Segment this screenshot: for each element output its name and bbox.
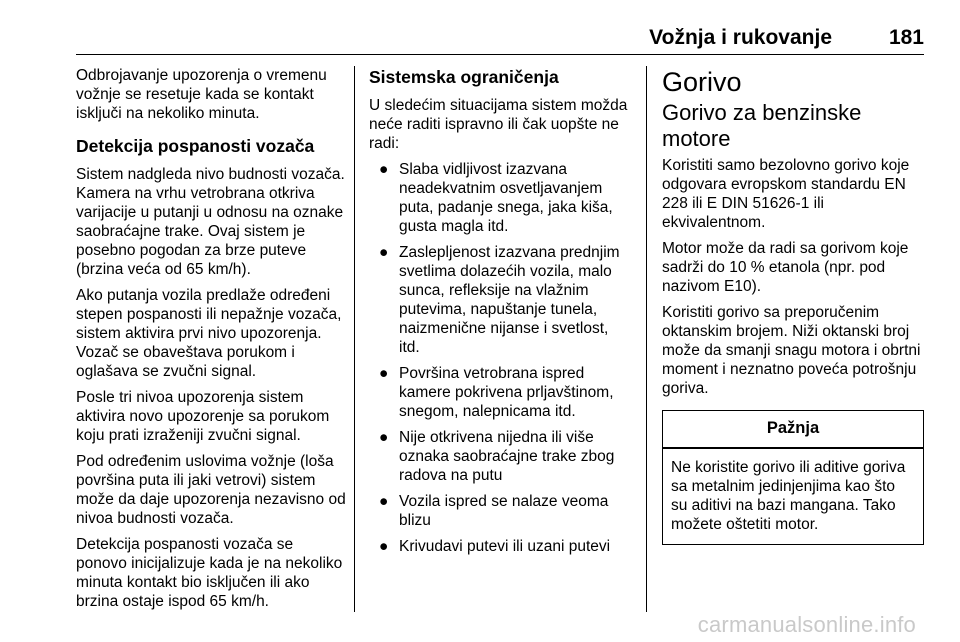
bullet-icon: ● [379, 429, 389, 446]
list-item [369, 364, 633, 421]
bullet-icon: ● [379, 365, 389, 382]
paragraph: Ako putanja vozila predlaže određeni stepen pospanosti ili nepažnje vozača, sistem aktivira prvi nivo upozorenja. Vozač se obaveštava porukom i oglašava se zvučni signal. [76, 287, 342, 380]
intro-paragraph: U sledećim situacijama sistem možda neće raditi ispravno ili čak uopšte ne radi: [369, 97, 628, 152]
list-item-text: Slaba vidljivost izazvana neadekvatnim osvetljavanjem puta, padanje snega, jaka kiša, gusta magla itd. [399, 161, 613, 235]
list-item-text: Površina vetrobrana ispred kamere pokrivena prljavštinom, snegom, nalepnicama itd. [399, 365, 614, 420]
bullet-icon: ● [379, 244, 389, 261]
column-divider-1 [354, 66, 355, 612]
bullet-icon: ● [379, 493, 389, 510]
section-subtitle: Gorivo za benzinske motore [662, 100, 862, 151]
list-item [369, 492, 633, 530]
section-heading-limitations: Sistemska ograničenja [369, 67, 559, 87]
header-title: Vožnja i rukovanje [649, 26, 832, 49]
paragraph: Detekcija pospanosti vozača se ponovo inicijalizuje kada je na nekoliko minuta kontakt bio isključen ili ako brzina ostaje ispod 65 km/h. [76, 536, 343, 610]
list-item-text: Zaslepljenost izazvana prednjim svetlima dolazećih vozila, malo sunca, refleksije na vlažnim putevima, napuštanje tunela, naizmenične nijanse i svetlost, itd. [399, 244, 620, 356]
column-middle [369, 66, 633, 563]
bullet-icon: ● [379, 161, 389, 178]
column-left [76, 66, 348, 618]
limitations-list [369, 160, 633, 556]
paragraph: Sistem nadgleda nivo budnosti vozača. Kamera na vrhu vetrobrana otkriva varijacije u putanji u odnosu na oznake saobraćajne trake. Ovaj sistem je posebno pogodan za brze puteve (brzina veća od 65 km/h). [76, 166, 345, 278]
list-item [369, 243, 633, 357]
list-item [369, 428, 633, 485]
paragraph: Koristiti gorivo sa preporučenim oktanskim brojem. Niži oktanski broj može da smanji snagu motora i obrtni moment i neznatno poveća potrošnju goriva. [662, 304, 921, 397]
caution-body: Ne koristite gorivo ili aditive goriva sa metalnim jedinjenjima kao što su aditivi na bazi mangana. Tako možete oštetiti motor. [671, 458, 906, 533]
watermark: carmanualsonline.info [697, 612, 916, 637]
header-rule [76, 54, 924, 55]
intro-paragraph: Odbrojavanje upozorenja o vremenu vožnje se resetuje kada se kontakt isključi na nekoliko minuta. [76, 67, 327, 122]
list-item-text: Vozila ispred se nalaze veoma blizu [399, 493, 609, 529]
list-item [369, 160, 633, 236]
page-header [76, 26, 924, 52]
caution-title: Pažnja [766, 419, 820, 437]
list-item-text: Nije otkrivena nijedna ili više oznaka saobraćajne trake zbog radova na putu [399, 429, 615, 484]
bullet-icon: ● [379, 538, 389, 555]
caution-box [662, 410, 924, 545]
paragraph: Koristiti samo bezolovno gorivo koje odgovara evropskom standardu EN 228 ili E DIN 51626-1 ili ekvivalentnom. [662, 157, 910, 231]
list-item-text: Krivudavi putevi ili uzani putevi [399, 538, 611, 555]
chapter-title: Gorivo [662, 67, 742, 97]
section-heading-drowsiness: Detekcija pospanosti vozača [76, 136, 315, 156]
paragraph: Motor može da radi sa gorivom koje sadrži do 10 % etanola (npr. pod nazivom E10). [662, 240, 909, 295]
paragraph: Posle tri nivoa upozorenja sistem aktivira novo upozorenje sa porukom koju prati izraženiji zvučni signal. [76, 389, 330, 444]
column-right [662, 66, 926, 545]
paragraph: Pod određenim uslovima vožnje (loša površina puta ili jaki vetrovi) sistem može da daje upozorenja nezavisno od nivoa budnosti vozača. [76, 453, 346, 527]
page-number: 181 [888, 26, 924, 49]
list-item [369, 537, 633, 556]
column-divider-2 [646, 66, 647, 612]
